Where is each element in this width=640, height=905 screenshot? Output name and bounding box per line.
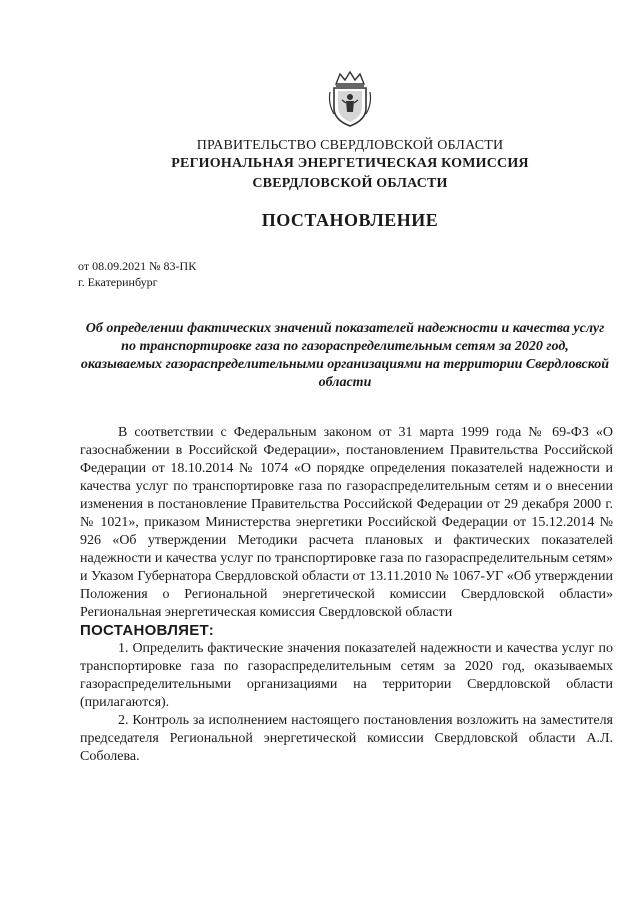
- government-name: ПРАВИТЕЛЬСТВО СВЕРДЛОВСКОЙ ОБЛАСТИ: [196, 138, 504, 153]
- commission-name-line1: РЕГИОНАЛЬНАЯ ЭНЕРГЕТИЧЕСКАЯ КОМИССИЯ: [171, 156, 529, 171]
- document-body: [80, 424, 613, 766]
- coat-of-arms-icon: [326, 70, 374, 128]
- commission-name-line2: СВЕРДЛОВСКОЙ ОБЛАСТИ: [252, 176, 448, 191]
- decree-item-1: 1. Определить фактические значения показателей надежности и качества услуг по транспортировке газа по газораспределительным сетям за 2020 год, оказываемых газораспределительными организациями на территории Свердловской области (прилагаются).: [80, 641, 613, 710]
- decree-item-2: 2. Контроль за исполнением настоящего постановления возложить на заместителя председателя Региональной энергетической комиссии Свердловской области А.Л. Соболева.: [80, 713, 613, 764]
- decree-word: ПОСТАНОВЛЯЕТ:: [80, 622, 215, 639]
- preamble-paragraph: В соответствии с Федеральным законом от 31 марта 1999 года № 69-ФЗ «О газоснабжении в Российской Федерации», постановлением Правительства Российской Федерации от 18.10.2014 № 1074 «О порядке определения показателей надежности и качества услуг по транспортировке газа по газораспределительным сетям и о внесении изменения в постановление Правительства Российской Федерации от 29 декабря 2000 г. № 1021», приказом Министерства энергетики Российской Федерации от 15.12.2014 № 926 «Об утверждении Методики расчета плановых и фактических показателей надежности и качества услуг по транспортировке газа по газораспределительным сетям» и Указом Губернатора Свердловской области от 13.11.2010 № 1067-УГ «Об утверждении Положения о Региональной энергетической комиссии Свердловской области» Региональная энергетическая комиссия Свердловской области: [80, 425, 613, 620]
- document-title: Об определении фактических значений показателей надежности и качества услуг по транспортировке газа по газораспределительным сетям за 2020 год, оказываемых газораспределительными организациями на территории Свердловской области: [80, 321, 610, 390]
- city: г. Екатеринбург: [78, 275, 158, 289]
- date-number: от 08.09.2021 № 83-ПК: [78, 259, 197, 273]
- document-type: ПОСТАНОВЛЕНИЕ: [261, 210, 439, 230]
